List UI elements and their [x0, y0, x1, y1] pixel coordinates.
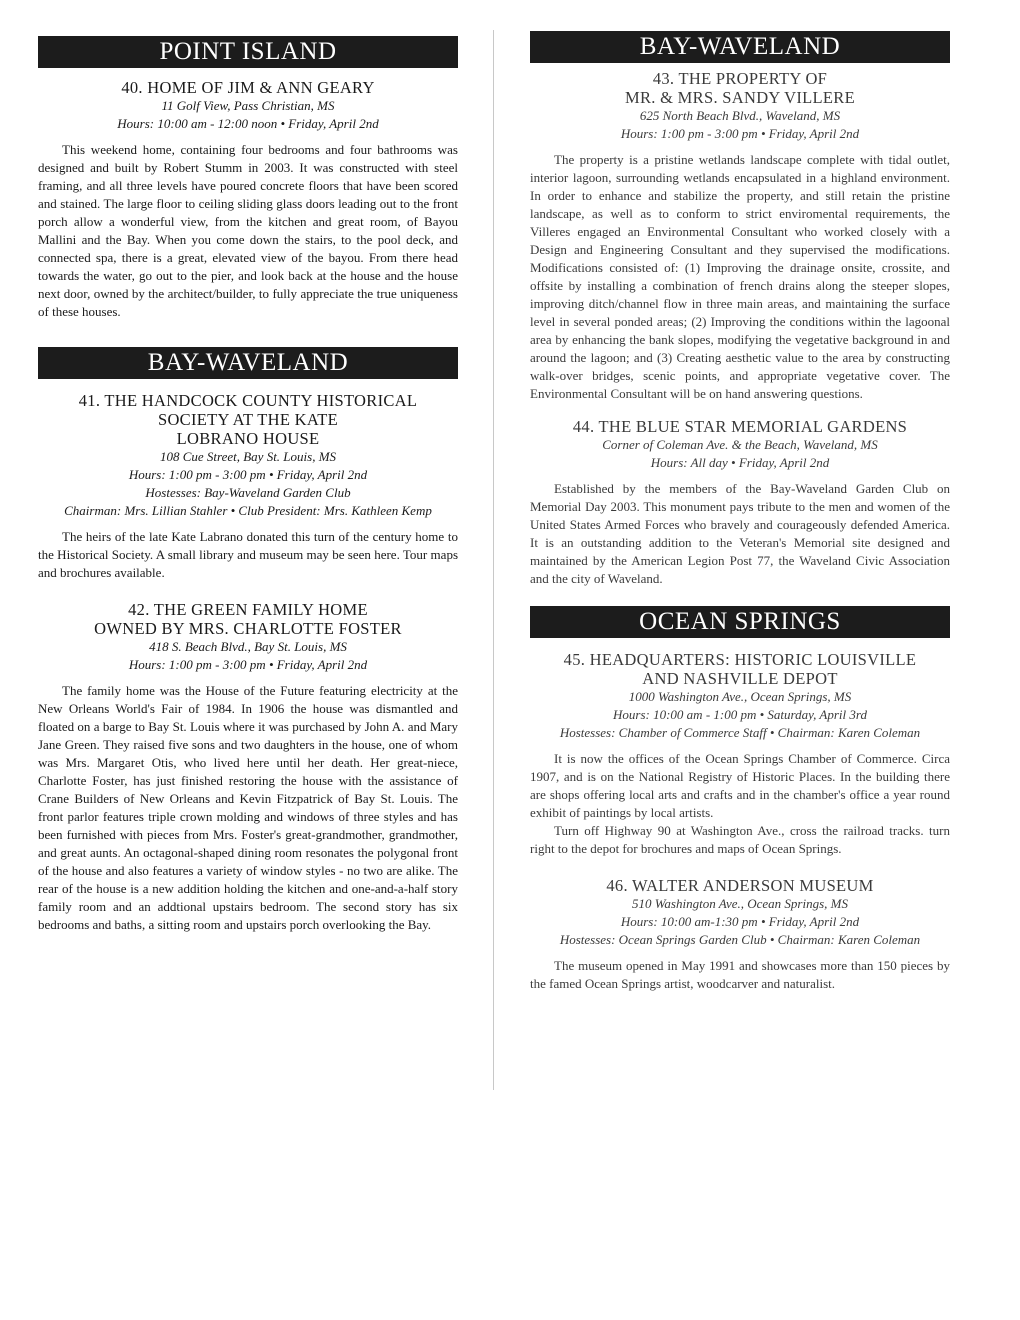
entry-hours: Hours: 10:00 am-1:30 pm • Friday, April 2nd: [620, 914, 860, 929]
entry-title: 46. WALTER ANDERSON MUSEUM: [606, 876, 874, 895]
entry-42: [38, 600, 458, 674]
entry-hours: Hours: All day • Friday, April 2nd: [650, 455, 830, 470]
section-banner-bay-waveland: BAY-WAVELAND: [38, 347, 458, 379]
entry-title-line: 41. THE HANDCOCK COUNTY HISTORICAL: [78, 391, 418, 410]
entry-hours: Hours: 1:00 pm - 3:00 pm • Friday, April 2nd: [128, 657, 368, 672]
right-column: [530, 0, 950, 993]
entry-title-line: LOBRANO HOUSE: [176, 429, 320, 448]
entry-hostesses: Hostesses: Bay-Waveland Garden Club: [145, 485, 351, 500]
entry-45: [530, 650, 950, 742]
entry-description: Established by the members of the Bay-Waveland Garden Club on Memorial Day 2003. This monument pays tribute to the men and women of the United States Armed Forces who bravely and courageously defended America. It is an outstanding addition to the Veteran's Memorial site designed and maintained by the American Legion Post 77, the Waveland Civic Association and the city of Waveland.: [530, 481, 950, 586]
entry-title-line: MR. & MRS. SANDY VILLERE: [625, 88, 855, 107]
entry-description: The museum opened in May 1991 and showcases more than 150 pieces by the famed Ocean Springs artist, woodcarver and naturalist.: [530, 958, 950, 991]
entry-43: [530, 69, 950, 143]
entry-44: [530, 417, 950, 472]
entry-address: 108 Cue Street, Bay St. Louis, MS: [159, 449, 337, 464]
entry-address: Corner of Coleman Ave. & the Beach, Waveland, MS: [602, 437, 878, 452]
entry-address: 510 Washington Ave., Ocean Springs, MS: [632, 896, 848, 911]
column-divider: [493, 30, 494, 1090]
entry-title-line: OWNED BY MRS. CHARLOTTE FOSTER: [94, 619, 402, 638]
entry-hostesses: Hostesses: Chamber of Commerce Staff • Chairman: Karen Coleman: [559, 725, 921, 740]
entry-description: It is now the offices of the Ocean Springs Chamber of Commerce. Circa 1907, and is on the National Registry of Historic Places. In the building there are shops offering local arts and crafts and in the chamber's office a year round exhibit of paintings by local artists.: [530, 751, 950, 820]
left-column: [38, 0, 458, 934]
entry-description-directions: Turn off Highway 90 at Washington Ave., cross the railroad tracks. turn right to the depot for brochures and maps of Ocean Springs.: [530, 823, 950, 856]
entry-hours: Hours: 10:00 am - 12:00 noon • Friday, April 2nd: [117, 116, 379, 131]
entry-description: The family home was the House of the Future featuring electricity at the New Orleans World's Fair of 1984. In 1906 the house was dismantled and floated on a barge to Bay St. Louis where it was purchased by John A. and Mary Jane Green. They raised five sons and two daughters in the house, one of whom was Mrs. Margaret Otis, who lived here until her death. Her great-niece, Charlotte Foster, has just finished restoring the house with the assistance of Crane Builders of New Orleans and Kevin Fitzpatrick of Bay St. Louis. The front parlor features triple crown molding and windows of three styles and has been furnished with pieces from Mrs. Foster's great-grandmother, grandmother, and great aunts. An octagonal-shaped dining room resonates the polygonal front of the house and also features a variety of window styles - no two are alike. The rear of the house is a new addition holding the kitchen and one-and-a-half story family room and an addtional upstairs bedroom. The second story has six bedrooms and baths, a sitting room and upstairs porch overlooking the Bay.: [38, 683, 458, 932]
entry-description: The heirs of the late Kate Labrano donated this turn of the century home to the Historical Society. A small library and museum may be seen here. Tour maps and brochures available.: [38, 529, 458, 580]
section-banner-ocean-springs: OCEAN SPRINGS: [530, 606, 950, 638]
entry-chairman: Chairman: Mrs. Lillian Stahler • Club President: Mrs. Kathleen Kemp: [64, 503, 432, 518]
entry-address: 1000 Washington Ave., Ocean Springs, MS: [628, 689, 852, 704]
section-banner-bay-waveland: BAY-WAVELAND: [530, 31, 950, 63]
entry-title-line: 43. THE PROPERTY OF: [652, 69, 828, 88]
entry-41: [38, 391, 458, 520]
entry-title-line: 45. HEADQUARTERS: HISTORIC LOUISVILLE: [563, 650, 917, 669]
entry-40: [38, 78, 458, 133]
entry-address: 418 S. Beach Blvd., Bay St. Louis, MS: [149, 639, 347, 654]
entry-address: 11 Golf View, Pass Christian, MS: [161, 98, 335, 113]
entry-46: [530, 876, 950, 949]
entry-title: 44. THE BLUE STAR MEMORIAL GARDENS: [572, 417, 908, 436]
entry-hours: Hours: 1:00 pm - 3:00 pm • Friday, April 2nd: [620, 126, 860, 141]
entry-address: 625 North Beach Blvd., Waveland, MS: [639, 108, 841, 123]
entry-title: 40. HOME OF JIM & ANN GEARY: [121, 78, 375, 97]
entry-description: The property is a pristine wetlands landscape complete with tidal outlet, interior lagoon, surrounding wetlands encapsulated in a highland environment. In order to enhance and stabilize the property, and still retain the pristine landscape, as well as to conform to strict enviromental requirements, the Villeres engaged an Environmental Consultant who worked closely with a Design and Engineering Consultant and they supervised the modifications. Modifications consisted of: (1) Improving the drainage onsite, crossite, and offsite by installing a combination of french drains along the steeper slopes, improving ditch/channel flow in three main areas, and maintaining the surface level in several ponded areas; (2) Improving the conditions within the lagoonal area by enhancing the bank slopes, modifying the vegetative background in and around the lagoon; and (3) Creating aesthetic value to the area by constructing walk-over bridges, scenic points, and appropriate vegetative cover. The Environmental Consultant will be on hand answering questions.: [530, 152, 950, 401]
entry-title-line: SOCIETY AT THE KATE: [157, 410, 339, 429]
entry-title-line: 42. THE GREEN FAMILY HOME: [128, 600, 368, 619]
entry-hours: Hours: 10:00 am - 1:00 pm • Saturday, April 3rd: [613, 707, 867, 722]
section-banner-point-island: POINT ISLAND: [38, 36, 458, 68]
entry-hours: Hours: 1:00 pm - 3:00 pm • Friday, April 2nd: [128, 467, 368, 482]
entry-title-line: AND NASHVILLE DEPOT: [642, 669, 838, 688]
entry-description: This weekend home, containing four bedrooms and four bathrooms was designed and built by Robert Stumm in 2003. It was constructed with steel framing, and all three levels have poured concrete floors that have been scored and stained. The large floor to ceiling sliding glass doors leading out to the front porch allow a wonderful view, from the kitchen and great room, of Bayou Mallini and the Bay. When you come down the stairs, to the pool deck, and connected spa, there is a great, elevated view of the bayou. From there head towards the water, go out to the pier, and look back at the house and the house next door, owned by the architect/builder, to fully appreciate the true uniqueness of these houses.: [38, 142, 458, 319]
entry-hostesses: Hostesses: Ocean Springs Garden Club • Chairman: Karen Coleman: [559, 932, 921, 947]
